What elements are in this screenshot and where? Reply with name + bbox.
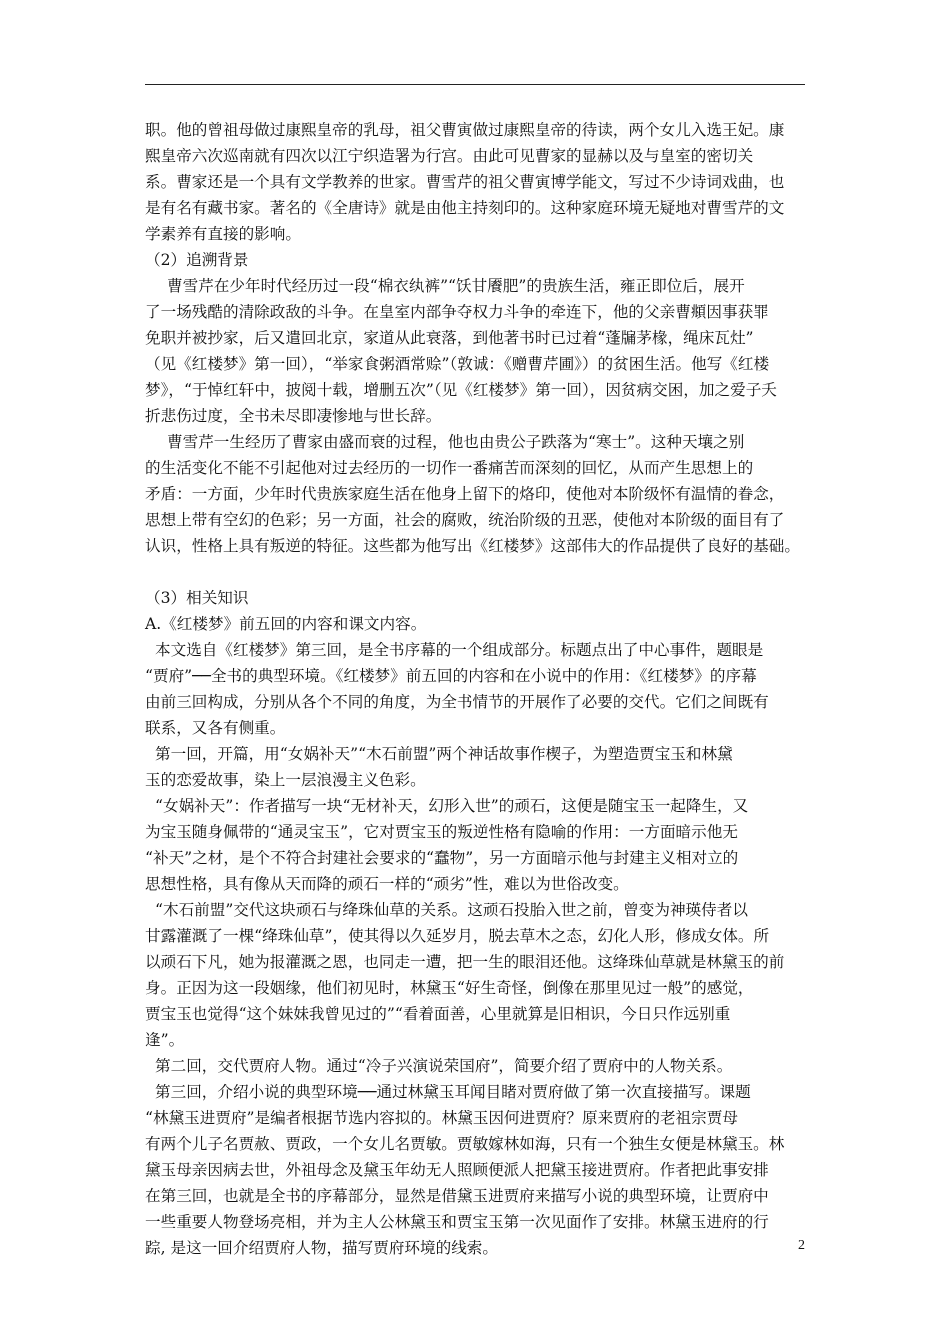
text-line: 认识，性格上具有叛逆的特征。这些都为他写出《红楼梦》这部伟大的作品提供了良好的基础。 [145,537,800,555]
page-number: 2 [798,1238,805,1253]
text-line: 一些重要人物登场亮相，并为主人公林黛玉和贾宝玉第一次见面作了安排。林黛玉进府的行 [145,1213,769,1231]
text-line: 曹雪芹一生经历了曹家由盛而衰的过程，他也由贵公子跌落为“寒士”。这种天壤之别 [167,433,745,451]
header-rule [145,84,805,85]
text-line: 第三回，介绍小说的典型环境──通过林黛玉耳闻目睹对贾府做了第一次直接描写。课题 [155,1083,751,1101]
text-line: 联系，又各有侧重。 [145,719,286,737]
text-line: 本文选自《红楼梦》第三回，是全书序幕的一个组成部分。标题点出了中心事件，题眼是 [155,641,764,659]
text-line: 贾宝玉也觉得“这个妹妹我曾见过的”“看着面善，心里就算是旧相识，今日只作远别重 [145,1005,731,1023]
knowledge-paragraph-2 [145,741,805,793]
text-line: 熙皇帝六次巡南就有四次以江宁织造署为行宫。由此可见曹家的显赫以及与皇室的密切关 [145,147,754,165]
text-line: 系。曹家还是一个具有文学教养的世家。曹雪芹的祖父曹寅博学能文，写过不少诗词戏曲，也 [145,173,785,191]
text-line: 第二回，交代贾府人物。通过“冷子兴演说荣国府”，简要介绍了贾府中的人物关系。 [155,1057,733,1075]
document-body [145,117,805,1261]
text-line: “贾府”──全书的典型环境。《红楼梦》前五回的内容和在小说中的作用：《红楼梦》的序幕 [145,667,757,685]
text-line: 思想上带有空幻的色彩；另一方面，社会的腐败，统治阶级的丑恶，使他对本阶级的面目有了 [145,511,785,529]
knowledge-paragraph-3 [145,793,805,897]
intro-paragraph [145,117,805,247]
text-line: 在第三回，也就是全书的序幕部分，显然是借黛玉进贾府来描写小说的典型环境，让贾府中 [145,1187,769,1205]
text-line: 梦》，“于悼红轩中，披阅十载，增删五次”（见《红楼梦》第一回），因贫病交困，加之爱子夭 [145,381,777,399]
text-line: 的生活变化不能不引起他对过去经历的一切作一番痛苦而深刻的回忆，从而产生思想上的 [145,459,754,477]
text-line: “木石前盟”交代这块顽石与绛珠仙草的关系。这顽石投胎入世之前，曾变为神瑛侍者以 [155,901,748,919]
background-paragraph-1 [145,273,805,429]
text-line: 为宝玉随身佩带的“通灵宝玉”，它对贾宝玉的叛逆性格有隐喻的作用：一方面暗示他无 [145,823,738,841]
section-heading-background: （2）追溯背景 [145,251,249,269]
text-line: 第一回，开篇，用“女娲补天”“木石前盟”两个神话故事作楔子，为塑造贾宝玉和林黛 [155,745,733,763]
text-line: 逢”。 [145,1031,185,1049]
text-line: 矛盾：一方面，少年时代贵族家庭生活在他身上留下的烙印，使他对本阶级怀有温情的眷念， [145,485,785,503]
text-line: 思想性格，具有像从天而降的顽石一样的“顽劣”性，难以为世俗改变。 [145,875,629,893]
text-line: 曹雪芹在少年时代经历过一段“棉衣纨裤”“饫甘餍肥”的贵族生活，雍正即位后，展开 [167,277,745,295]
background-paragraph-2 [145,429,805,559]
knowledge-paragraph-4 [145,897,805,1053]
knowledge-paragraph-1 [145,637,805,741]
text-line: （见《红楼梦》第一回），“举家食粥酒常赊”（敦诚：《赠曹芹圃》）的贫困生活。他写《红楼 [145,355,770,373]
text-line: “女娲补天”：作者描写一块“无材补天，幻形入世”的顽石，这便是随宝玉一起降生，又 [155,797,749,815]
blank-line [145,559,805,585]
text-line: 身。正因为这一段姻缘，他们初见时，林黛玉“好生奇怪，倒像在那里见过一般”的感觉， [145,979,754,997]
text-line: 是有名有藏书家。著名的《全唐诗》就是由他主持刻印的。这种家庭环境无疑地对曹雪芹的文 [145,199,785,217]
section-heading-knowledge: （3）相关知识 [145,589,249,607]
text-line: 以顽石下凡，她为报灌溉之恩，也同走一遭，把一生的眼泪还他。这绛珠仙草就是林黛玉的前 [145,953,785,971]
text-line: 玉的恋爱故事，染上一层浪漫主义色彩。 [145,771,426,789]
subheading: A.《红楼梦》前五回的内容和课文内容。 [145,615,427,633]
text-line: 免职并被抄家，后又遣回北京，家道从此衰落，到他著书时已过着“蓬牖茅椽，绳床瓦灶” [145,329,754,347]
text-line: 折悲伤过度，全书未尽即凄惨地与世长辞。 [145,407,442,425]
text-line: 学素养有直接的影响。 [145,225,301,243]
text-line: 有两个儿子名贾赦、贾政，一个女儿名贾敏。贾敏嫁林如海，只有一个独生女便是林黛玉。林 [145,1135,785,1153]
text-line: “林黛玉进贾府”是编者根据节选内容拟的。林黛玉因何进贾府？原来贾府的老祖宗贾母 [145,1109,738,1127]
text-line: 了一场残酷的清除政敌的斗争。在皇室内部争夺权力斗争的牵连下，他的父亲曹頫因事获罪 [145,303,769,321]
text-line: 黛玉母亲因病去世，外祖母念及黛玉年幼无人照顾便派人把黛玉接进贾府。作者把此事安排 [145,1161,769,1179]
knowledge-paragraph-6 [145,1079,805,1261]
text-line: “补天”之材，是个不符合封建社会要求的“蠢物”，另一方面暗示他与封建主义相对立的 [145,849,739,867]
text-line: 踪, 是这一回介绍贾府人物，描写贾府环境的线索。 [145,1239,498,1257]
text-line: 由前三回构成，分别从各个不同的角度，为全书情节的开展作了必要的交代。它们之间既有 [145,693,769,711]
text-line: 职。他的曾祖母做过康熙皇帝的乳母，祖父曹寅做过康熙皇帝的待读，两个女儿入选王妃。康 [145,121,785,139]
knowledge-paragraph-5 [145,1053,805,1079]
text-line: 甘露灌溉了一棵“绛珠仙草”，使其得以久延岁月，脱去草木之态，幻化人形，修成女体。所 [145,927,770,945]
